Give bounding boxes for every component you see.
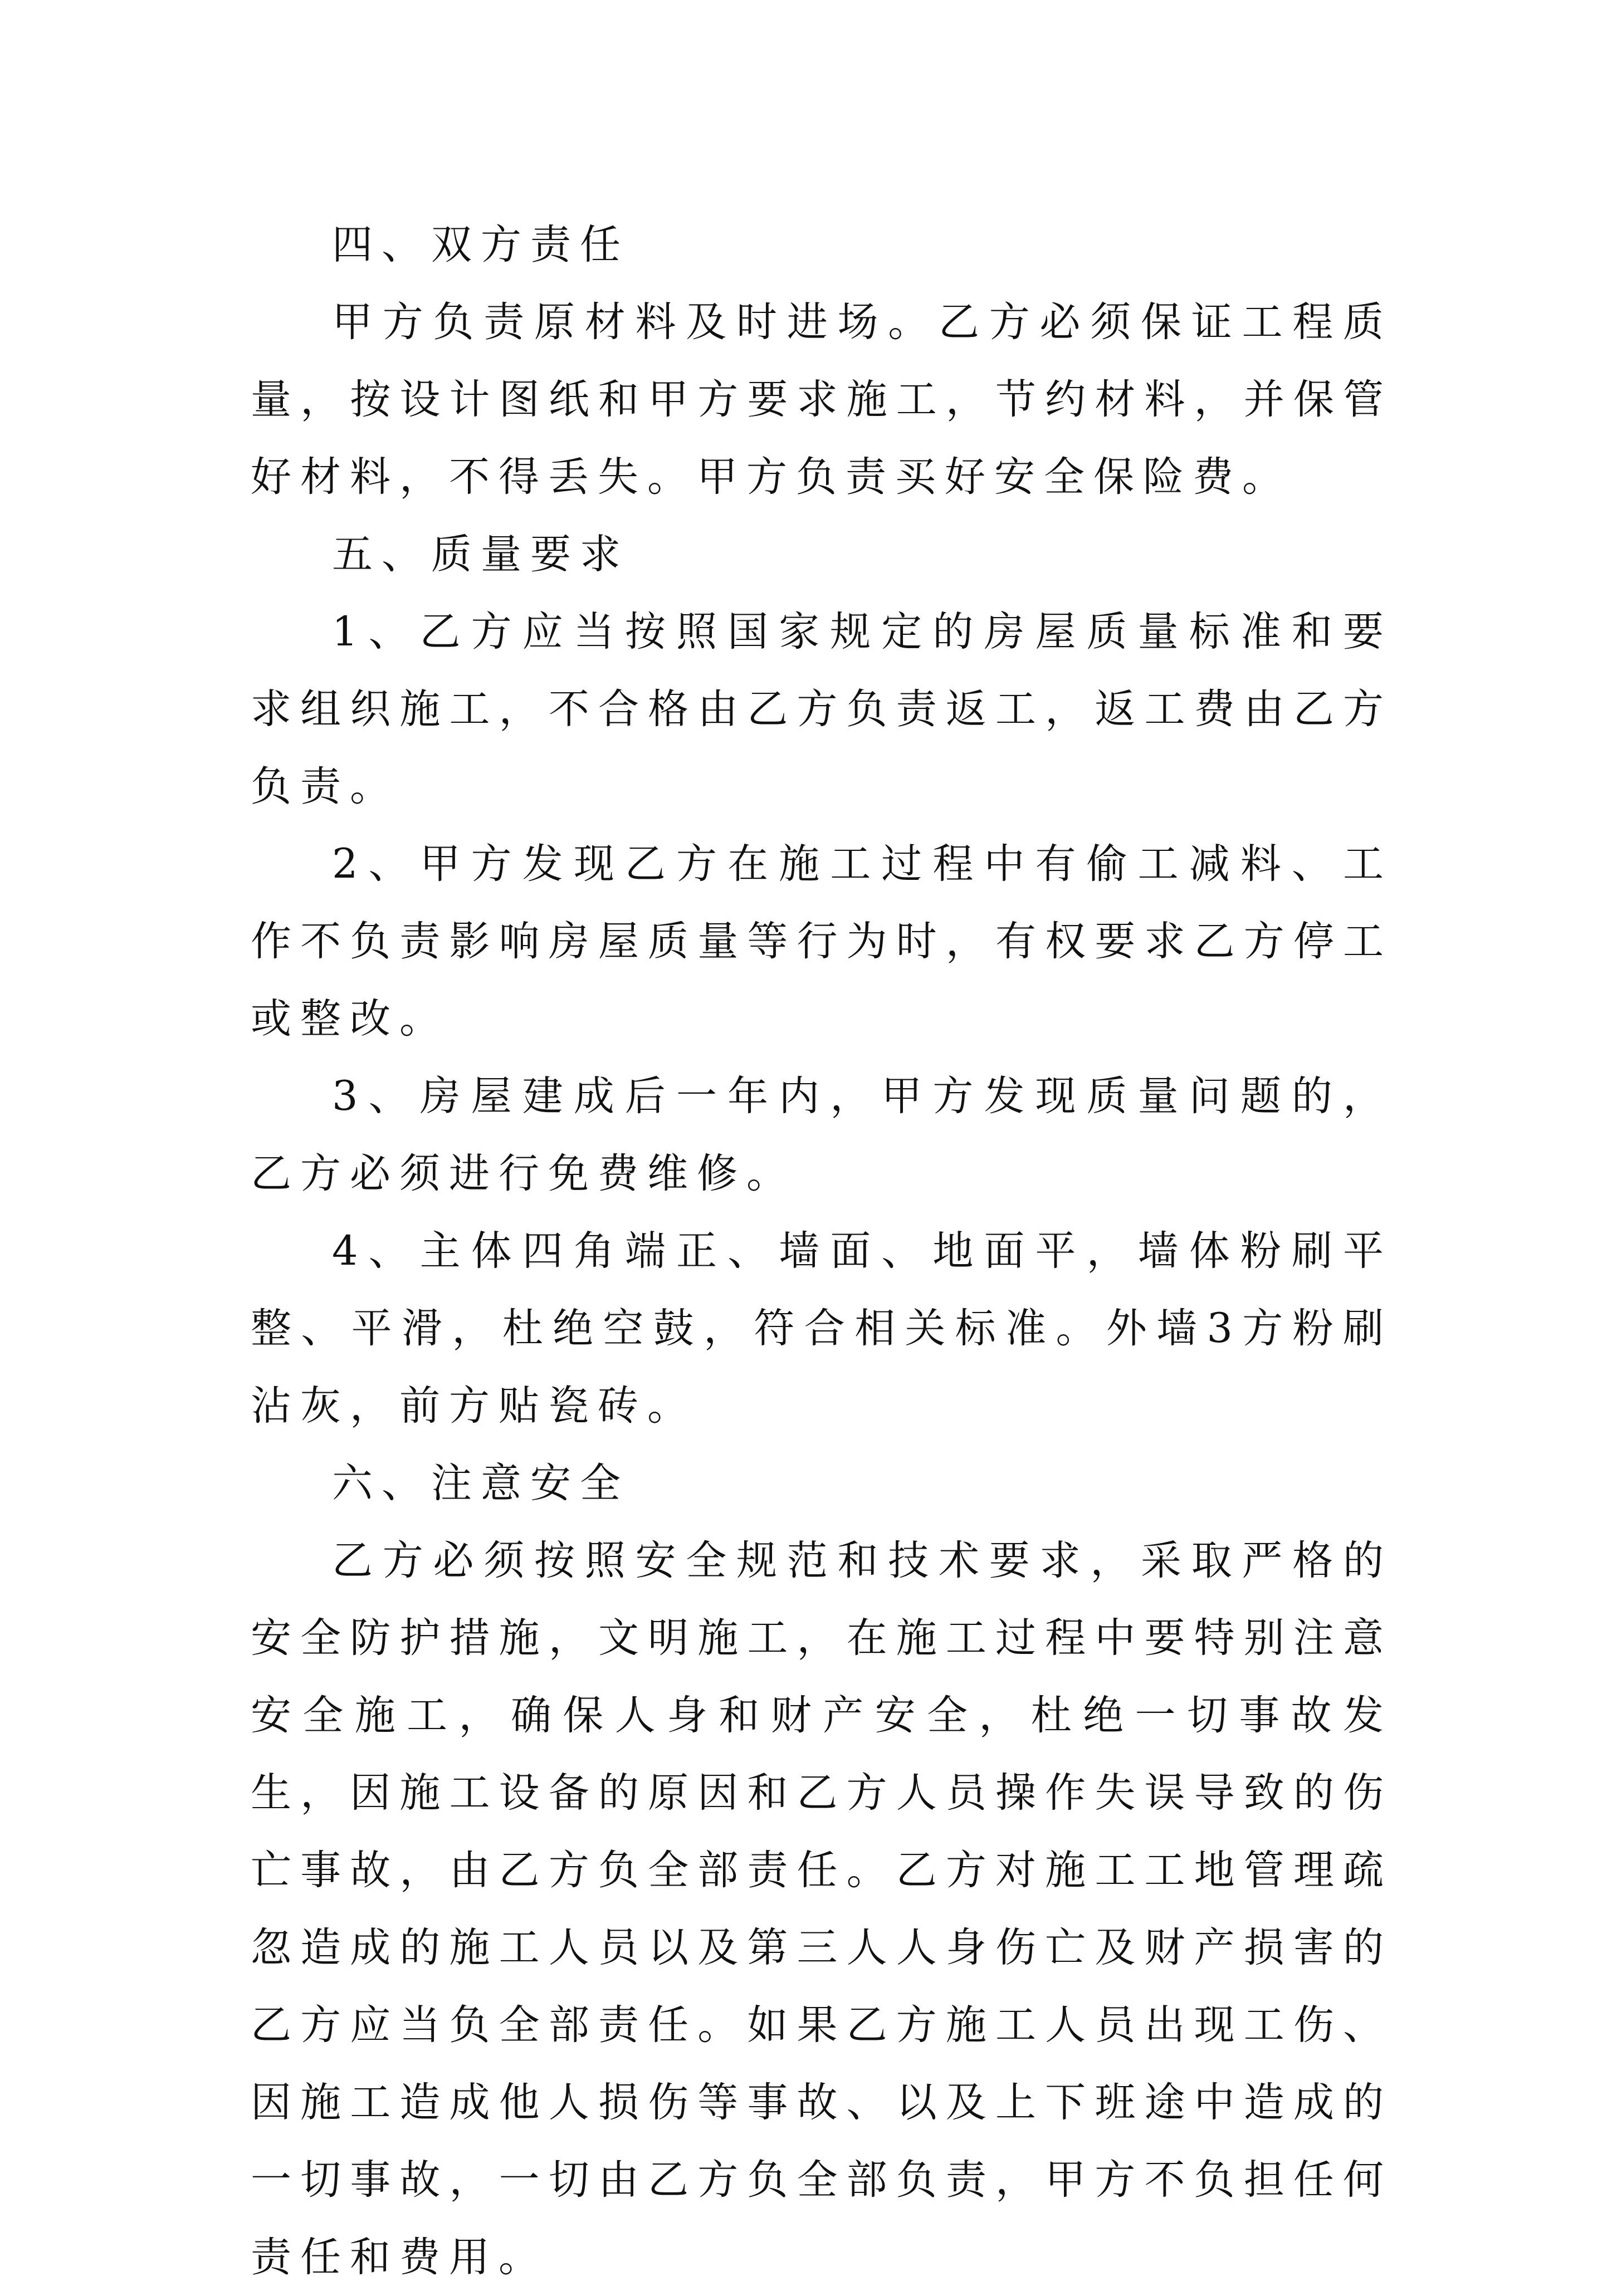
paragraph-quality-2: 2、甲方发现乙方在施工过程中有偷工减料、工作不负责影响房屋质量等行为时，有权要求乙方停工或整改。 (251, 840, 1393, 1042)
paragraph-quality-4: 4、主体四角端正、墙面、地面平，墙体粉刷平整、平滑，杜绝空鼓，符合相关标准。外墙3方粉刷沾灰，前方贴瓷砖。 (251, 1227, 1393, 1430)
paragraph-responsibilities: 甲方负责原材料及时进场。乙方必须保证工程质量，按设计图纸和甲方要求施工，节约材料，并保管好材料，不得丢失。甲方负责买好安全保险费。 (251, 298, 1393, 501)
paragraph-quality-3: 3、房屋建成后一年内，甲方发现质量问题的，乙方必须进行免费维修。 (251, 1073, 1393, 1197)
section-heading-quality: 五、质量要求 (332, 531, 629, 578)
paragraph-quality-1: 1、乙方应当按照国家规定的房屋质量标准和要求组织施工，不合格由乙方负责返工，返工费由乙方负责。 (251, 608, 1393, 810)
paragraph-safety: 乙方必须按照安全规范和技术要求，采取严格的安全防护措施，文明施工，在施工过程中要特别注意安全施工，确保人身和财产安全，杜绝一切事故发生，因施工设备的原因和乙方人员操作失误导致的伤亡事故，由乙方负全部责任。乙方对施工工地管理疏忽造成的施工人员以及第三人人身伤亡及财产损害的乙方应当负全部责任。如果乙方施工人员出现工伤、因施工造成他人损伤等事故、以及上下班途中造成的一切事故，一切由乙方负全部负责，甲方不负担任何责任和费用。 (251, 1537, 1393, 2281)
section-heading-responsibilities: 四、双方责任 (332, 221, 629, 268)
document-body (251, 206, 1393, 2296)
section-heading-safety: 六、注意安全 (332, 1460, 629, 1507)
